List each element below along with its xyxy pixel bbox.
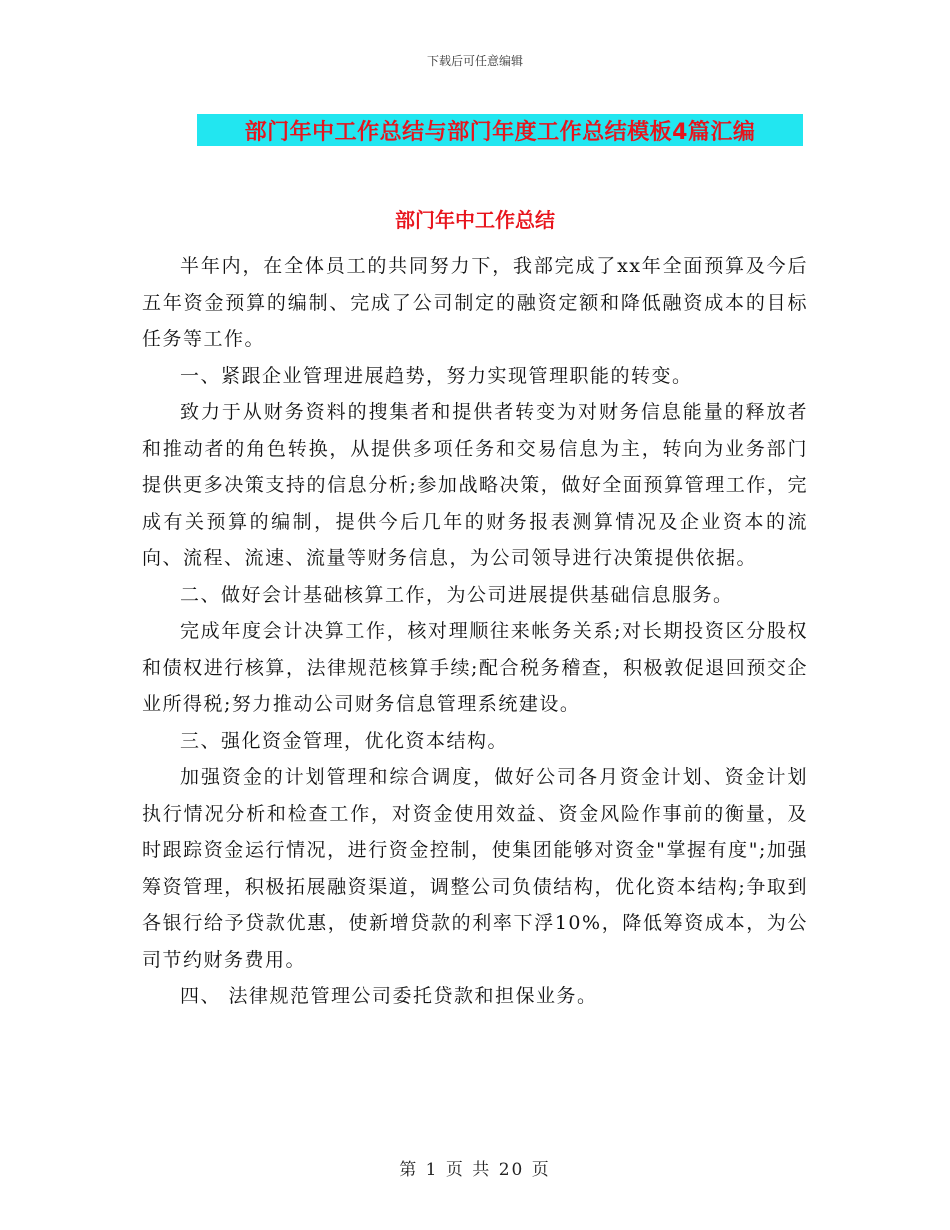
paragraph-one: 致力于从财务资料的搜集者和提供者转变为对财务信息能量的释放者和推动者的角色转换，从提供多项任务和交易信息为主，转向为业务部门提供更多决策支持的信息分析;参加战略决策，做好全面预算管理工作，完成有关预算的编制，提供今后几年的财务报表测算情况及企业资本的流向、流程、流速、流量等财务信息，为公司领导进行决策提供依据。 [142,401,808,569]
body-text [142,248,808,1015]
main-title-highlight [197,114,803,146]
heading-two: 二、做好会计基础核算工作，为公司进展提供基础信息服务。 [180,583,734,606]
paragraph-intro: 半年内，在全体员工的共同努力下，我部完成了xx年全面预算及今后五年资金预算的编制、完成了公司制定的融资定额和降低融资成本的目标任务等工作。 [142,255,808,350]
heading-four: 四、 法律规范管理公司委托贷款和担保业务。 [180,985,598,1007]
heading-one: 一、紧跟企业管理进展趋势，努力实现管理职能的转变。 [180,364,693,387]
main-title: 部门年中工作总结与部门年度工作总结模板4篇汇编 [244,119,756,145]
header-note: 下载后可任意编辑 [426,54,523,68]
heading-three: 三、强化资金管理，优化资本结构。 [180,729,509,752]
page-number-footer: 第 1 页 共 20 页 [399,1160,551,1180]
paragraph-two: 完成年度会计决算工作，核对理顺往来帐务关系;对长期投资区分股权和债权进行核算，法律规范核算手续;配合税务稽查，积极敦促退回预交企业所得税;努力推动公司财务信息管理系统建设。 [142,620,808,715]
paragraph-three: 加强资金的计划管理和综合调度，做好公司各月资金计划、资金计划执行情况分析和检查工作，对资金使用效益、资金风险作事前的衡量，及时跟踪资金运行情况，进行资金控制，使集团能够对资金"掌握有度";加强筹资管理，积极拓展融资渠道，调整公司负债结构，优化资本结构;争取到各银行给予贷款优惠，使新增贷款的利率下浮10%，降低筹资成本，为公司节约财务费用。 [142,766,808,971]
section-title: 部门年中工作总结 [395,208,555,232]
